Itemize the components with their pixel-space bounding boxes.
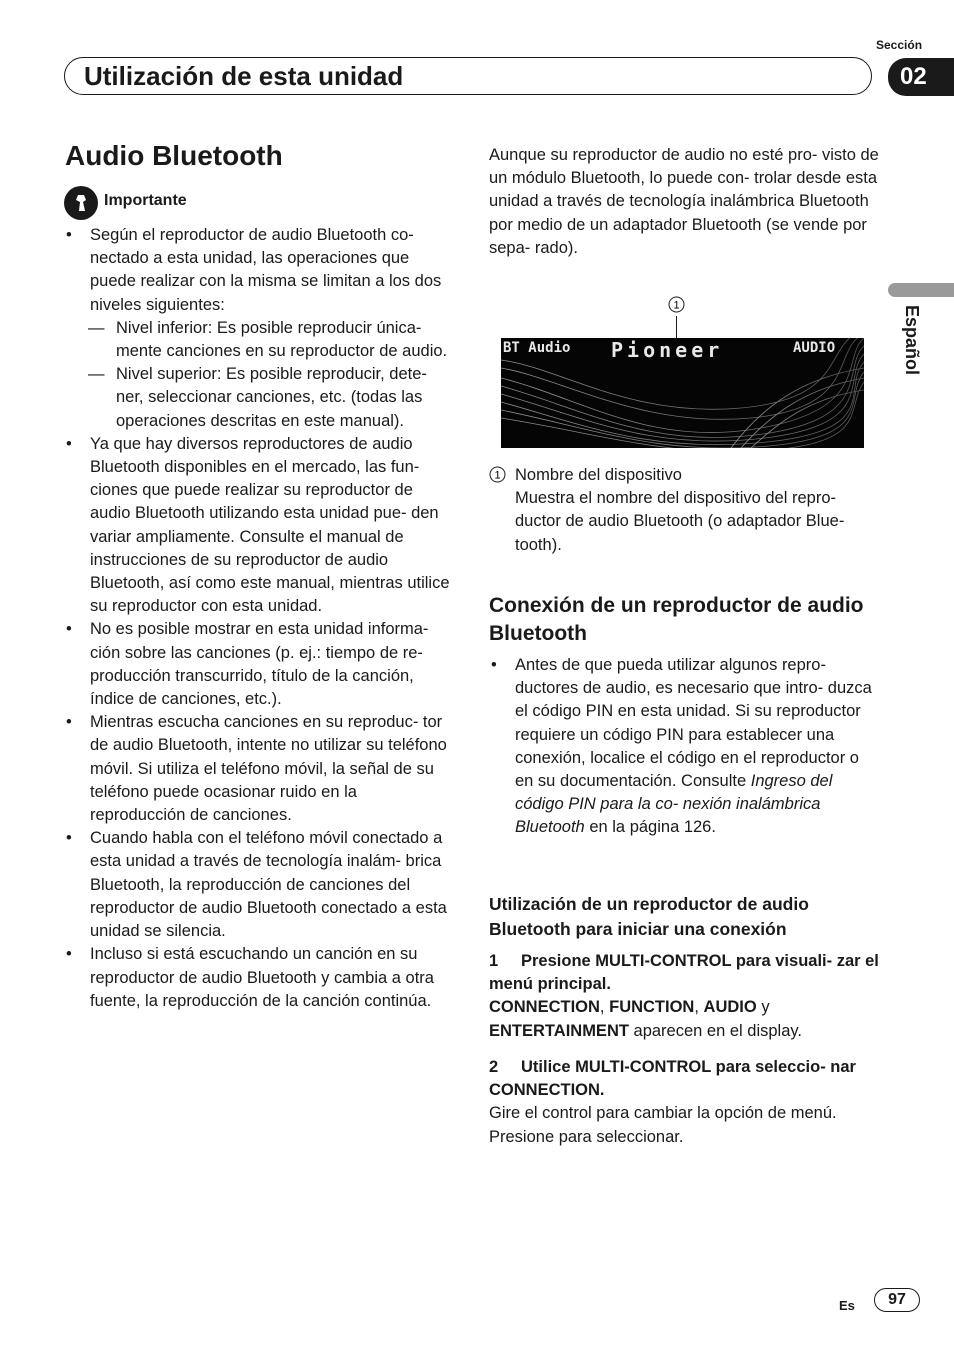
display-audio-label: AUDIO bbox=[793, 340, 836, 356]
step-body: CONNECTION, FUNCTION, AUDIO y ENTERTAINMENT aparecen en el display. bbox=[489, 998, 803, 1040]
page-title: Utilización de esta unidad bbox=[84, 61, 404, 91]
sub-list-item: — Nivel superior: Es posible reproducir, dete- ner, seleccionar canciones, etc. (todas las operaciones descritas en este manual). bbox=[90, 363, 456, 433]
important-list bbox=[64, 224, 456, 1013]
callout-number bbox=[668, 296, 685, 317]
section-heading: Audio Bluetooth bbox=[65, 140, 283, 171]
display-source-label: BT Audio bbox=[503, 340, 571, 356]
step-2 bbox=[489, 1056, 879, 1149]
list-item: • Mientras escucha canciones en su reproduc- tor de audio Bluetooth, intente no utilizar su teléfono móvil. Si utiliza el teléfono móvil, la señal de su teléfono puede ocasionar ruido en la reproducción de canciones. bbox=[64, 711, 456, 827]
sub-list-item: — Nivel inferior: Es posible reproducir única- mente canciones en su reproductor de audio. bbox=[90, 317, 456, 363]
page-number: 97 bbox=[874, 1288, 920, 1312]
side-tab-marker bbox=[888, 283, 954, 297]
list-item-text: Según el reproductor de audio Bluetooth co- nectado a esta unidad, las operaciones que puede realizar con la misma se limitan a los dos niveles siguientes: bbox=[90, 226, 442, 314]
list-item: • No es posible mostrar en esta unidad informa- ción sobre las canciones (p. ej.: tiempo de re- producción transcurrido, título de la canción, índice de canciones, etc.). bbox=[64, 618, 456, 711]
intro-paragraph: Aunque su reproductor de audio no esté pro- visto de un módulo Bluetooth, lo puede con- trolar desde esta unidad a través de tecnología inalámbrica Bluetooth por medio de un adaptador Bluetooth (se vende por sepa- rado). bbox=[489, 146, 879, 257]
step-heading: 1 Presione MULTI-CONTROL para visuali- zar el menú principal. bbox=[489, 952, 879, 994]
list-item: • Cuando habla con el teléfono móvil conectado a esta unidad a través de tecnología inalám- brica Bluetooth, la reproducción de canciones del reproductor de audio Bluetooth conectado a esta unidad se silencia. bbox=[64, 827, 456, 943]
list-item: • Antes de que pueda utilizar algunos repro- ductores de audio, es necesario que intro- duzca el código PIN en esta unidad. Si su reproductor requiere un código PIN para establecer una conexión, localice el código en el reproductor o en su documentación. Consulte Ingreso del código PIN para la co- nexión inalámbrica Bluetooth en la página 126. bbox=[489, 654, 879, 840]
legend-title: Nombre del dispositivo bbox=[515, 466, 682, 484]
important-label: Importante bbox=[104, 192, 187, 209]
procedure-heading: Utilización de un reproductor de audio Bluetooth para iniciar una conexión bbox=[489, 894, 809, 939]
figure-legend bbox=[489, 464, 879, 557]
callout-circle-icon bbox=[668, 296, 685, 313]
list-item: • Ya que hay diversos reproductores de audio Bluetooth disponibles en el mercado, las fun- ciones que puede realizar su reproductor de audio Bluetooth utilizando esta unidad pue- den variar ampliamente. Consulte el manual de instrucciones de su reproductor de audio Bluetooth, así como este manual, mientras utilice su reproductor con esta unidad. bbox=[64, 433, 456, 619]
step-number: 1 bbox=[489, 952, 499, 970]
connection-list bbox=[489, 654, 879, 840]
device-display-image bbox=[501, 338, 864, 448]
step-body: Gire el control para cambiar la opción de menú. Presione para seleccionar. bbox=[489, 1104, 837, 1146]
subsection-heading: Conexión de un reproductor de audio Bluetooth bbox=[489, 594, 864, 645]
list-item: • Incluso si está escuchando un canción en su reproductor de audio Bluetooth y cambia a otra fuente, la reproducción de la canción continúa. bbox=[64, 943, 456, 1013]
cross-reference: Ingreso del código PIN para la co- nexión inalámbrica Bluetooth bbox=[515, 772, 833, 837]
step-1 bbox=[489, 950, 879, 1043]
section-label: Sección bbox=[876, 38, 923, 52]
important-icon bbox=[64, 186, 98, 220]
svg-text:1: 1 bbox=[673, 299, 680, 312]
list-item bbox=[64, 224, 456, 433]
footer-language-code: Es bbox=[839, 1298, 855, 1313]
legend-body: Muestra el nombre del dispositivo del repro- ductor de audio Bluetooth (o adaptador Blue- tooth). bbox=[515, 489, 845, 554]
svg-text:1: 1 bbox=[494, 469, 501, 482]
step-heading: 2 Utilice MULTI-CONTROL para seleccio- nar CONNECTION. bbox=[489, 1058, 856, 1100]
side-tab-language: Español bbox=[902, 305, 922, 376]
display-device-name: Pioneer bbox=[611, 338, 724, 362]
legend-number-icon bbox=[489, 464, 506, 487]
section-number-badge: 02 bbox=[888, 58, 954, 96]
step-number: 2 bbox=[489, 1058, 499, 1076]
